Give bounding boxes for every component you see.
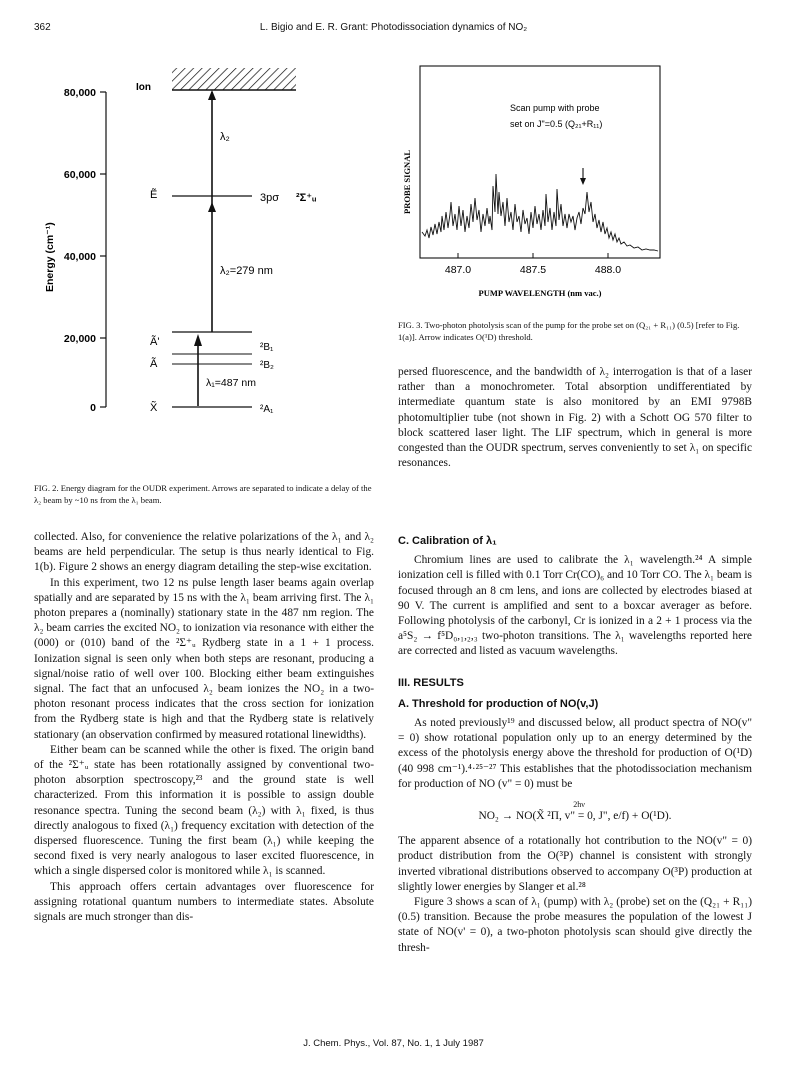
- spectrum-figure: [398, 64, 754, 314]
- fig3-annotation-1: Scan pump with probe: [510, 103, 600, 113]
- section-results: III. RESULTS: [398, 676, 464, 689]
- ionization-continuum: [172, 68, 296, 90]
- left-paragraph-3: Either beam can be scanned while the other is fixed. The origin band of the ²Σ⁺ᵤ state has been rotationally assigned by conventional two-photon absorption spectroscopy,²³ and the ground state is well characterized. From this information it is possible to assign double resonance spectra. Tuning the second beam (λ₂) with λ₁ fixed, is thus directly analogous to fixed (λ₁) frequency excitation with detection of the dispersed fluorescence. Tuning the first beam (λ₁) while keeping the second fixed is very nearly analogous to laser excited fluorescence, in which a single dispersed color is monitored while λ₁ is scanned.: [34, 743, 374, 878]
- left-paragraph-4: This approach offers certain advantages over fluorescence for assigning rotational quantum numbers to intermediate states. Absolute signals are much stronger than dis-: [34, 880, 374, 924]
- figure3-paragraph: Figure 3 shows a scan of λ₁ (pump) with λ₂ (probe) set on the (Q₂₁ + R₁₁) (0.5) transition. Because the probe measures the population of the lowest J state of NO(v' = 0), a two-photon photolysis scan should give directly the thresh-: [398, 896, 752, 954]
- section-calibration: C. Calibration of λ₁: [398, 535, 497, 547]
- tick-40000: 40,000: [63, 251, 96, 263]
- left-paragraph-2: In this experiment, two 12 ns pulse length laser beams again overlap spatially and are separated by 15 ns with the λ₁ beam arriving first. The λ₁ photon prepares a (nominally) stationary state in the 487 nm region. The λ₂ beam carries the excited NO₂ to ionization via resonance with either the (000) or (010) band of the ²Σ⁺ᵤ Rydberg state in a 1 + 1 process. Ionization signal is seen only when both steps are resonant, producing a signal/noise ratio of well over 100. Blocking either beam extinguishes signal. The fact that an unfocused λ₂ beam ionizes the NO₂ in a two-photon resonant process indicates that the cross section for ionization from the Rydberg state is high and that the Rydberg state is relatively stationary (an observation confirmed by measured rotational linewidths).: [34, 576, 374, 741]
- journal-footer: J. Chem. Phys., Vol. 87, No. 1, 1 July 1987: [303, 1038, 484, 1049]
- spectrum-trace: [422, 174, 658, 251]
- right-column: [398, 520, 752, 956]
- state-x-label: X̃: [150, 402, 158, 414]
- right-top-text: persed fluorescence, and the bandwidth of λ₂ interrogation is that of a laser rather than a monochrometer. Total absorption undifferentiated by intermediate quantum state is also monitored by an EMI 9798B photomultiplier tube (not shown in Fig. 2) with a Schott OG 570 filter to block scattered laser light. The LIF spectrum, which in general is more congested than the OUDR spectrum, serves conveniently to set λ₁ on specific resonances.: [398, 366, 752, 470]
- state-a1g-label: ²A₁: [260, 404, 274, 415]
- equation-body: NO₂ → NO(X̃ ²Π, v" = 0, J", e/f) + O(¹D).: [478, 810, 672, 823]
- ion-label: Ion: [136, 82, 151, 93]
- state-sigma-label: ²Σ⁺ᵤ: [296, 192, 317, 204]
- tick-20000: 20,000: [63, 333, 96, 345]
- channel-paragraph: The apparent absence of a rotationally hot contribution to the NO(v" = 0) product distribution from the O(³P) channel is consistent with strongly inverted vibrational distributions observed to accompany O(³P) production at slightly lower energies by Slanger et al.²⁸: [398, 835, 752, 893]
- calibration-paragraph: Chromium lines are used to calibrate the λ₁ wavelength.²⁴ A simple ionization cell is filled with 0.1 Torr Cr(CO)₆ and 10 Torr CO. The λ₁ beam is focused through an 8 cm lens, and ions are collected by electrodes biased at 90 V. The current is amplified and sent to a boxcar averager as before. Following photolysis of the carbonyl, Cr is ionized in a 2 + 1 process via the a⁵S₂ → f⁵D₀,₁,₂,₃ two-photon transitions. The λ₁ wavelengths reported here are corrected and listed as vacuum wavelengths.: [398, 554, 752, 658]
- state-a-label: Ã: [150, 358, 158, 370]
- x-tick-487-5: 487.5: [519, 264, 547, 276]
- fig3-caption: FIG. 3. Two-photon photolysis scan of the pump for the probe set on (Q₂₁ + R₁₁) (0.5) [refer to Fig. 1(a)]. Arrow indicates O(¹D) threshold.: [398, 320, 740, 342]
- x-tick-487-0: 487.0: [444, 264, 472, 276]
- left-column: [34, 530, 374, 925]
- fig3-y-label: PROBE SIGNAL: [402, 150, 412, 214]
- tick-0: 0: [90, 402, 96, 414]
- state-b2-label: ²B₂: [260, 360, 274, 371]
- lambda2-wavelength: λ₂=279 nm: [220, 265, 273, 277]
- x-tick-488-0: 488.0: [594, 264, 622, 276]
- running-title: L. Bigio and E. R. Grant: Photodissociation dynamics of NO₂: [259, 22, 528, 33]
- left-paragraph-1: collected. Also, for convenience the relative polarizations of the λ₁ and λ₂ beams are held perpendicular. The setup is thus nearly identical to Fig. 1(b). Figure 2 shows an energy diagram detailing the step-wise excitation.: [34, 531, 374, 574]
- threshold-paragraph: As noted previously¹⁹ and discussed below, all product spectra of NO(v" = 0) show rotational population only up to an energy determined by the excess of the photolysis energy above the threshold for production of O(¹D) (40 998 cm⁻¹).⁴·²⁵⁻²⁷ This establishes that the photodissociation mechanism for production of NO (v" = 0) must be: [398, 717, 752, 790]
- state-e-label: Ẽ: [150, 189, 158, 201]
- state-3p-label: 3pσ: [260, 192, 280, 204]
- fig2-caption: FIG. 2. Energy diagram for the OUDR experiment. Arrows are separated to indicate a delay of the λ₂ beam by ~10 ns from the λ₁ beam.: [34, 483, 372, 505]
- tick-80000: 80,000: [63, 87, 96, 99]
- fig3-x-label: PUMP WAVELENGTH (nm vac.): [478, 288, 602, 298]
- section-threshold: A. Threshold for production of NO(v,J): [398, 697, 599, 710]
- tick-60000: 60,000: [63, 169, 96, 181]
- reaction-equation: [398, 800, 752, 824]
- state-a1-label: Ã': [150, 336, 160, 348]
- plot-frame: [420, 66, 660, 258]
- lambda1-wavelength: λ₁=487 nm: [206, 377, 256, 389]
- page-number: 362: [34, 22, 51, 33]
- y-axis-label: Energy (cm⁻¹): [44, 222, 56, 292]
- right-top-paragraph: [398, 365, 752, 471]
- lambda2-label: λ₂: [220, 131, 230, 143]
- fig3-annotation-2: set on J"=0.5 (Q₂₁+R₁₁): [510, 119, 603, 129]
- energy-diagram: [38, 62, 370, 430]
- equation-photon: 2hν: [573, 800, 585, 810]
- state-b1-label: ²B₁: [260, 342, 274, 353]
